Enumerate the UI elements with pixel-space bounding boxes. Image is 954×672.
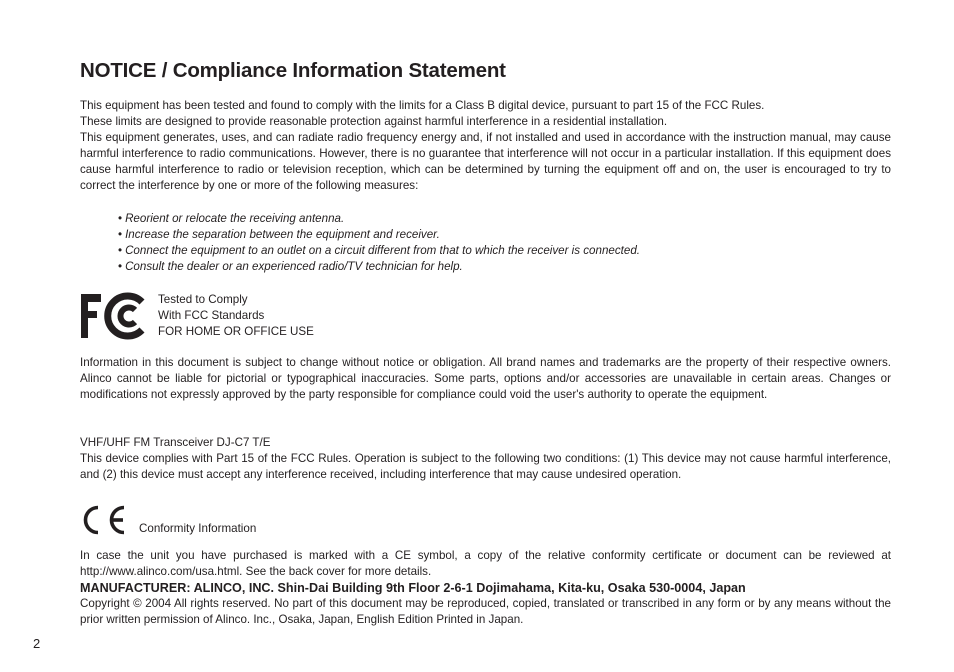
fcc-interference-paragraph: This equipment generates, uses, and can radiate radio frequency energy and, if not installed and used in accordance with the instruction manual, may cause harmful interference to radio communications. However, there is no guarantee that interference will not occur in a particular installation. If this equipment does cause harmful interference to radio or television reception, which can be determined by turning the equipment off and on, the user is encouraged to try to correct the interference by one or more of the following measures: bbox=[80, 131, 891, 192]
device-section bbox=[80, 435, 891, 483]
list-item bbox=[118, 211, 640, 227]
bullet: • bbox=[118, 244, 123, 257]
fcc-text-line: With FCC Standards bbox=[158, 309, 265, 322]
fcc-compliance-text bbox=[158, 292, 314, 340]
bullet: • bbox=[118, 228, 123, 241]
disclaimer-paragraph: Information in this document is subject to change without notice or obligation. All brand names and trademarks are the property of their respective owners. Alinco cannot be liable for pictorial or typographical inaccuracies. Some parts, options and/or accessories are unavailable in certain areas. Changes or modifications not expressly approved by the party responsible for compliance could void the user's authority to operate the equipment. bbox=[80, 356, 891, 401]
measure-text: Increase the separation between the equipment and receiver. bbox=[125, 228, 440, 241]
ce-section bbox=[80, 548, 891, 628]
fcc-statement bbox=[80, 98, 891, 194]
bullet: • bbox=[118, 212, 123, 225]
measures-list bbox=[118, 211, 640, 275]
device-conditions: This device complies with Part 15 of the FCC Rules. Operation is subject to the following two conditions: (1) This device may not cause harmful interference, and (2) this device must accept any interference received, including interference that may cause undesired operation. bbox=[80, 452, 891, 481]
manufacturer-address: MANUFACTURER: ALINCO, INC. Shin-Dai Building 9th Floor 2-6-1 Dojimahama, Kita-ku, Osaka 530-0004, Japan bbox=[80, 581, 746, 595]
copyright-notice: Copyright © 2004 All rights reserved. No part of this document may be reproduced, copied, translated or transcribed in any form or by any means without the prior written permission of Alinco. Inc., Osaka, Japan, English Edition Printed in Japan. bbox=[80, 597, 891, 626]
fcc-logo-icon bbox=[80, 292, 147, 340]
list-item bbox=[118, 227, 640, 243]
bullet: • bbox=[118, 260, 123, 273]
page-title: NOTICE / Compliance Information Statement bbox=[80, 59, 506, 82]
ce-mark-icon bbox=[80, 504, 128, 536]
fcc-text-line: Tested to Comply bbox=[158, 293, 248, 306]
page-number: 2 bbox=[33, 636, 41, 651]
measure-text: Connect the equipment to an outlet on a circuit different from that to which the receiver is connected. bbox=[125, 244, 640, 257]
measure-text: Reorient or relocate the receiving antenna. bbox=[125, 212, 345, 225]
ce-conformity-label: Conformity Information bbox=[139, 522, 257, 535]
device-model: VHF/UHF FM Transceiver DJ-C7 T/E bbox=[80, 436, 271, 449]
fcc-statement-line-2: These limits are designed to provide reasonable protection against harmful interference in a residential installation. bbox=[80, 115, 668, 128]
fcc-statement-line-1: This equipment has been tested and found to comply with the limits for a Class B digital device, pursuant to part 15 of the FCC Rules. bbox=[80, 99, 765, 112]
measure-text: Consult the dealer or an experienced radio/TV technician for help. bbox=[125, 260, 463, 273]
ce-text-line-2: http://www.alinco.com/usa.html. See the back cover for more details. bbox=[80, 565, 432, 578]
list-item bbox=[118, 259, 640, 275]
fcc-text-line: FOR HOME OR OFFICE USE bbox=[158, 325, 314, 338]
list-item bbox=[118, 243, 640, 259]
ce-text-line-1: In case the unit you have purchased is marked with a CE symbol, a copy of the relative conformity certificate or document can be reviewed at bbox=[80, 549, 891, 562]
